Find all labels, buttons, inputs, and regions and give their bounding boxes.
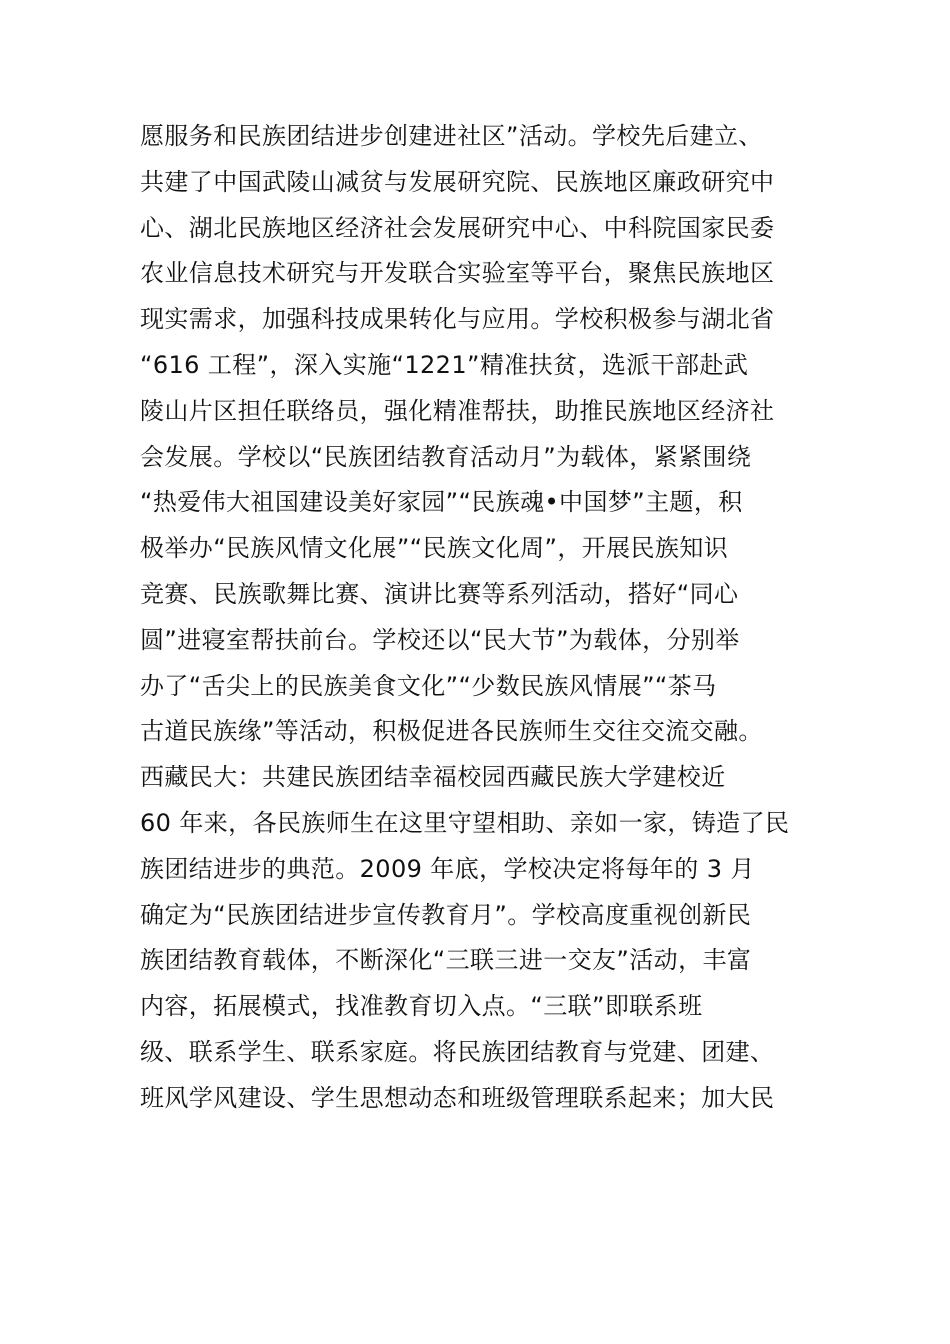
text-line: 心、湖北民族地区经济社会发展研究中心、中科院国家民委 [140, 213, 775, 242]
text-line: 陵山片区担任联络员，强化精准帮扶，助推民族地区经济社 [140, 396, 775, 425]
text-line: 内容，拓展模式，找准教育切入点。“三联”即联系班 [140, 992, 703, 1021]
text-line: 60 年来，各民族师生在这里守望相助、亲如一家，铸造了民 [140, 808, 790, 837]
body-text [140, 114, 840, 1122]
text-line: 会发展。学校以“民族团结教育活动月”为载体，紧紧围绕 [140, 442, 752, 471]
text-line: 级、联系学生、联系家庭。将民族团结教育与党建、团建、 [140, 1037, 775, 1066]
text-line: 古道民族缘”等活动，积极促进各民族师生交往交流交融。 [140, 717, 763, 746]
text-line: “616 工程”，深入实施“1221”精准扶贫，选派干部赴武 [140, 350, 749, 379]
text-line: 班风学风建设、学生思想动态和班级管理联系起来；加大民 [140, 1083, 775, 1112]
text-line: 圆”进寝室帮扶前台。学校还以“民大节”为载体，分别举 [140, 625, 740, 654]
text-line: 愿服务和民族团结进步创建进社区”活动。学校先后建立、 [140, 122, 763, 150]
text-line: 共建了中国武陵山减贫与发展研究院、民族地区廉政研究中 [140, 167, 775, 196]
text-line: 族团结进步的典范。2009 年底，学校决定将每年的 3 月 [140, 854, 755, 883]
text-line: 农业信息技术研究与开发联合实验室等平台，聚焦民族地区 [140, 259, 775, 288]
text-line: “热爱伟大祖国建设美好家园”“民族魂•中国梦”主题，积 [140, 488, 743, 517]
text-line: 确定为“民族团结进步宣传教育月”。学校高度重视创新民 [140, 900, 752, 929]
text-line: 办了“舌尖上的民族美食文化”“少数民族风情展”“茶马 [140, 671, 717, 700]
text-line: 西藏民大：共建民族团结幸福校园西藏民族大学建校近 [140, 763, 726, 792]
text-line: 现实需求，加强科技成果转化与应用。学校积极参与湖北省 [140, 305, 775, 334]
text-line: 竞赛、民族歌舞比赛、演讲比赛等系列活动，搭好“同心 [140, 579, 739, 608]
text-line: 极举办“民族风情文化展”“民族文化周”，开展民族知识 [140, 534, 729, 563]
text-line: 族团结教育载体，不断深化“三联三进一交友”活动，丰富 [140, 946, 752, 975]
